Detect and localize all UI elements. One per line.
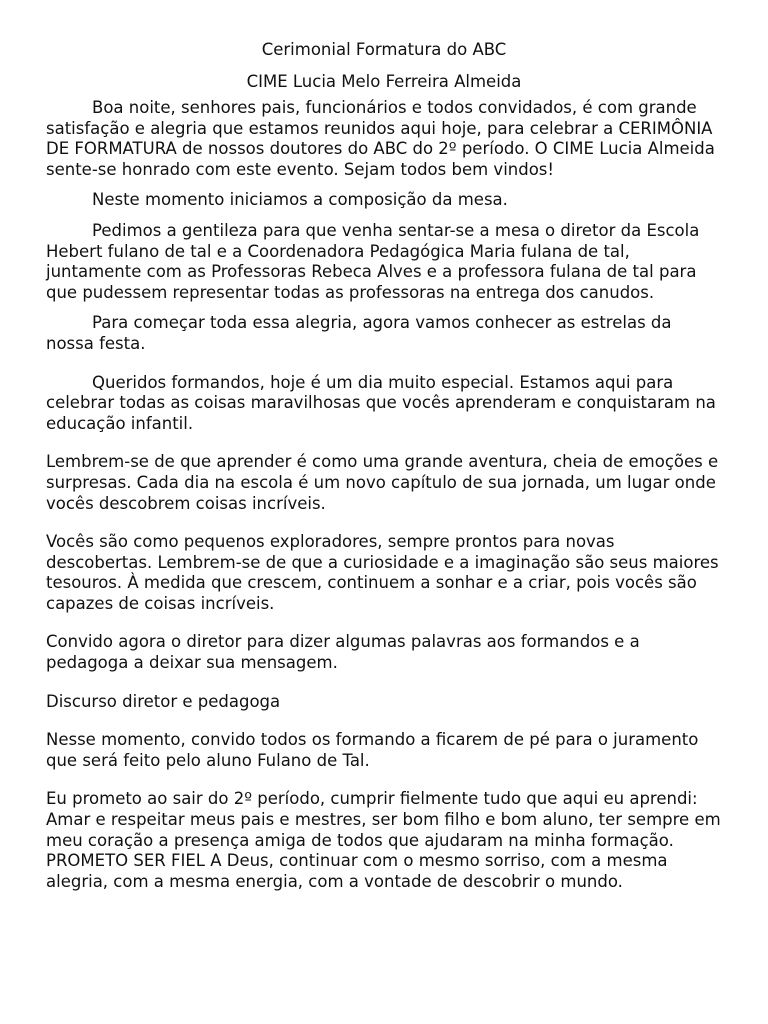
paragraph-graduates: Queridos formandos, hoje é um dia muito especial. Estamos aqui para celebrar todas as coisas maravilhosas que vocês aprenderam e conquistaram na educação infantil. xyxy=(46,372,716,433)
paragraph-invitation: Pedimos a gentileza para que venha sentar-se a mesa o diretor da Escola Hebert fulano de tal e a Coordenadora Pedagógica Maria fulana de tal, juntamente com as Professoras Rebeca Alves e a professora fulana de tal para que pudessem representar todas as professoras na entrega dos canudos. xyxy=(46,220,700,302)
paragraph-explorers: Vocês são como pequenos exploradores, sempre prontos para novas descobertas. Lembrem-se de que a curiosidade e a imaginação são seus maiores tesouros. À medida que crescem, continuem a sonhar e a criar, pois vocês são capazes de coisas incríveis. xyxy=(46,532,719,613)
document-title: Cerimonial Formatura do ABC xyxy=(261,40,507,59)
document-subtitle: CIME Lucia Melo Ferreira Almeida xyxy=(246,72,522,91)
paragraph-stars: Para começar toda essa alegria, agora vamos conhecer as estrelas da nossa festa. xyxy=(46,313,672,353)
paragraph-welcome: Boa noite, senhores pais, funcionários e todos convidados, é com grande satisfação e alegria que estamos reunidos aqui hoje, para celebrar a CERIMÔNIA DE FORMATURA de nossos doutores do ABC do 2º período. O CIME Lucia Almeida sente-se honrado com este evento. Sejam todos bem vindos! xyxy=(46,98,715,179)
paragraph-speech: Discurso diretor e pedagoga xyxy=(46,691,281,711)
paragraph-oath: Eu prometo ao sair do 2º período, cumprir fielmente tudo que aqui eu aprendi: Amar e respeitar meus pais e mestres, ser bom filho e bom aluno, ter sempre em meu coração a presença amiga de todos que ajudaram na minha formação. PROMETO SER FIEL A Deus, continuar com o mesmo sorriso, com a mesma alegria, com a mesma energia, com a vontade de descobrir o mundo. xyxy=(46,789,721,891)
paragraph-adventure: Lembrem-se de que aprender é como uma grande aventura, cheia de emoções e surpresas. Cada dia na escola é um novo capítulo de sua jornada, um lugar onde vocês descobrem coisas incríveis. xyxy=(46,452,719,513)
paragraph-composition: Neste momento iniciamos a composição da mesa. xyxy=(92,190,508,210)
paragraph-oath-intro: Nesse momento, convido todos os formando a ficarem de pé para o juramento que será feito pelo aluno Fulano de Tal. xyxy=(46,730,699,770)
paragraph-director-invite: Convido agora o diretor para dizer algumas palavras aos formandos e a pedagoga a deixar sua mensagem. xyxy=(46,632,640,673)
